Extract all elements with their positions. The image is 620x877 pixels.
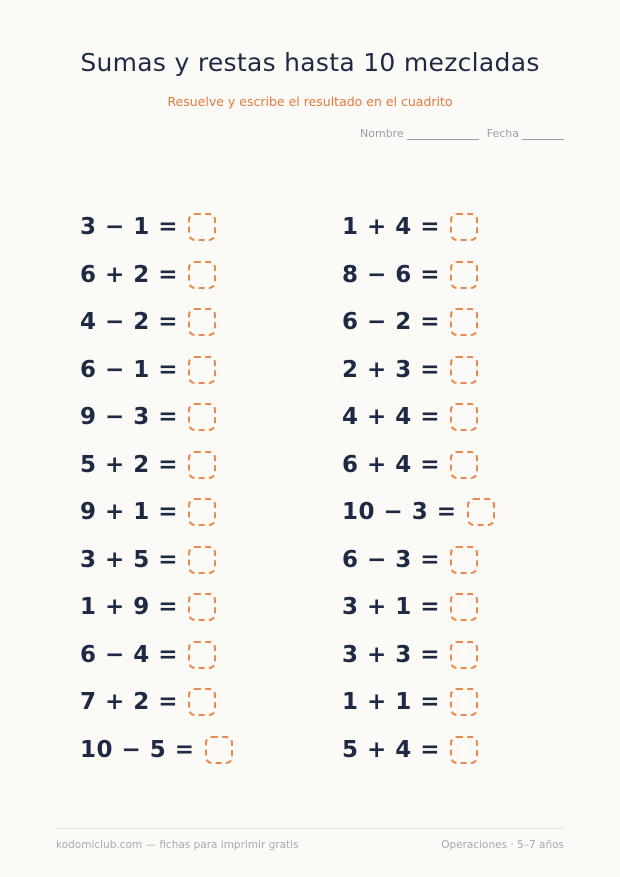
answer-box[interactable] xyxy=(450,261,478,289)
answer-box[interactable] xyxy=(188,546,216,574)
answer-box[interactable] xyxy=(450,641,478,669)
problem-expression: 5 + 4 = xyxy=(342,736,441,763)
name-label: Nombre xyxy=(360,127,404,140)
problem-expression: 7 + 2 = xyxy=(80,689,179,715)
answer-box[interactable] xyxy=(450,308,478,336)
math-problem xyxy=(80,543,216,577)
problem-expression: 6 − 4 = xyxy=(80,641,179,668)
problem-expression: 1 + 1 = xyxy=(342,689,441,715)
problem-expression: 6 + 4 = xyxy=(342,451,441,478)
answer-box[interactable] xyxy=(205,736,233,764)
problem-expression: 1 + 9 = xyxy=(80,594,179,620)
answer-box[interactable] xyxy=(188,688,216,716)
math-problem xyxy=(342,685,478,719)
answer-box[interactable] xyxy=(450,546,478,574)
date-line xyxy=(522,129,564,140)
answer-box[interactable] xyxy=(467,498,495,526)
problem-expression: 6 + 2 = xyxy=(80,261,179,288)
answer-box[interactable] xyxy=(188,261,216,289)
answer-box[interactable] xyxy=(188,403,216,431)
footer-divider xyxy=(56,828,564,829)
math-problem xyxy=(342,305,478,339)
problem-expression: 10 − 3 = xyxy=(342,499,457,525)
problem-expression: 10 − 5 = xyxy=(80,736,195,763)
date-label: Fecha xyxy=(486,127,519,140)
math-problem xyxy=(80,258,216,292)
problem-expression: 3 − 1 = xyxy=(80,214,179,240)
answer-box[interactable] xyxy=(450,451,478,479)
footer-category: Operaciones · 5–7 años xyxy=(441,839,564,851)
answer-box[interactable] xyxy=(450,403,478,431)
answer-box[interactable] xyxy=(188,213,216,241)
math-problem xyxy=(342,495,495,529)
problem-expression: 9 + 1 = xyxy=(80,499,179,525)
name-field[interactable] xyxy=(360,127,479,140)
answer-box[interactable] xyxy=(188,356,216,384)
name-date-fields xyxy=(360,127,564,140)
math-problem xyxy=(80,638,216,672)
problem-expression: 4 + 4 = xyxy=(342,404,441,430)
date-field[interactable] xyxy=(487,127,564,140)
footer-site: kodomiclub.com — fichas para imprimir gratis xyxy=(56,839,299,851)
page-subtitle: Resuelve y escribe el resultado en el cuadrito xyxy=(167,94,453,109)
math-problem xyxy=(80,733,233,767)
problem-expression: 3 + 1 = xyxy=(342,594,441,620)
math-problem xyxy=(342,210,478,244)
answer-box[interactable] xyxy=(450,593,478,621)
math-problem xyxy=(80,495,216,529)
page-title: Sumas y restas hasta 10 mezcladas xyxy=(80,48,540,77)
answer-box[interactable] xyxy=(450,213,478,241)
math-problem xyxy=(342,258,478,292)
problem-expression: 6 − 3 = xyxy=(342,546,441,573)
math-problem xyxy=(342,638,478,672)
math-problem xyxy=(342,353,478,387)
math-problem xyxy=(342,400,478,434)
math-problem xyxy=(342,543,478,577)
math-problem xyxy=(80,305,216,339)
math-problem xyxy=(80,590,216,624)
answer-box[interactable] xyxy=(450,688,478,716)
math-problem xyxy=(80,685,216,719)
name-line xyxy=(407,129,479,140)
answer-box[interactable] xyxy=(450,736,478,764)
answer-box[interactable] xyxy=(188,498,216,526)
answer-box[interactable] xyxy=(188,308,216,336)
math-problem xyxy=(80,353,216,387)
answer-box[interactable] xyxy=(188,451,216,479)
math-problem xyxy=(342,448,478,482)
problem-expression: 6 − 2 = xyxy=(342,309,441,335)
answer-box[interactable] xyxy=(188,593,216,621)
math-problem xyxy=(80,210,216,244)
math-problem xyxy=(80,400,216,434)
answer-box[interactable] xyxy=(188,641,216,669)
problem-expression: 9 − 3 = xyxy=(80,404,179,430)
problem-expression: 1 + 4 = xyxy=(342,214,441,240)
answer-box[interactable] xyxy=(450,356,478,384)
math-problem xyxy=(342,590,478,624)
problem-expression: 8 − 6 = xyxy=(342,261,441,288)
problem-expression: 3 + 3 = xyxy=(342,641,441,668)
math-problem xyxy=(342,733,478,767)
problem-expression: 3 + 5 = xyxy=(80,546,179,573)
problem-expression: 5 + 2 = xyxy=(80,451,179,478)
problem-expression: 2 + 3 = xyxy=(342,356,441,383)
problem-expression: 6 − 1 = xyxy=(80,356,179,383)
problem-expression: 4 − 2 = xyxy=(80,309,179,335)
math-problem xyxy=(80,448,216,482)
